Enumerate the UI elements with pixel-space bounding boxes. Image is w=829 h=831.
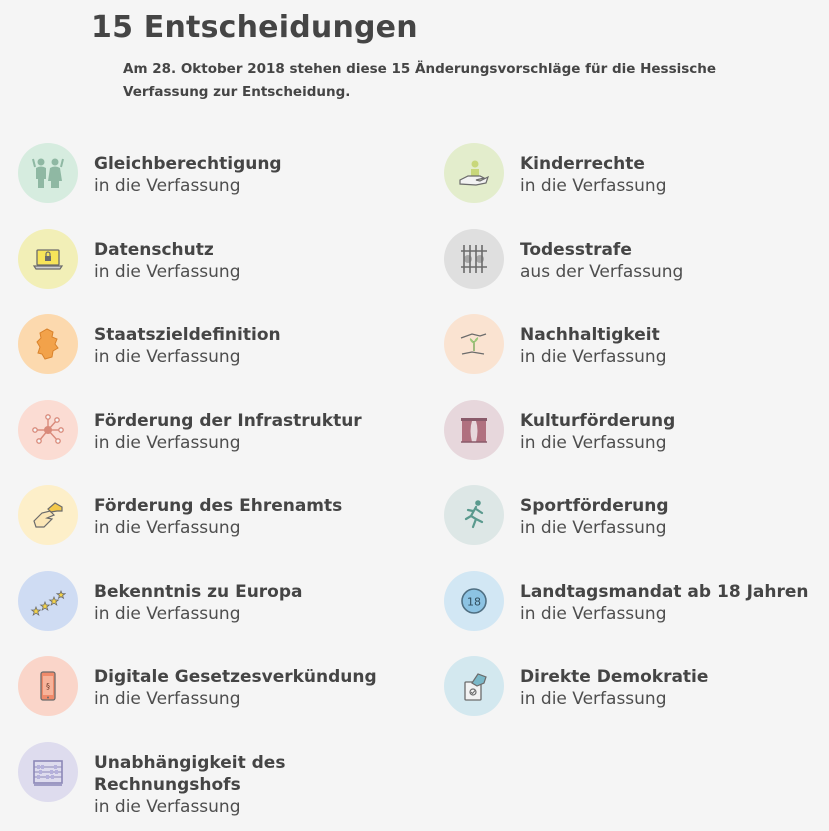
decision-title: Sportförderung bbox=[520, 496, 669, 516]
theater-curtain-icon bbox=[456, 412, 492, 448]
icon-circle bbox=[18, 143, 78, 203]
decision-subtitle: in die Verfassung bbox=[94, 347, 241, 367]
decision-title: Datenschutz bbox=[94, 239, 214, 260]
decision-subtitle: in die Verfassung bbox=[520, 518, 667, 538]
decision-title: Förderung der Infrastruktur bbox=[94, 410, 362, 431]
icon-circle bbox=[444, 400, 504, 460]
decision-title: Kinderrechte bbox=[520, 154, 645, 174]
decision-list-left bbox=[18, 143, 398, 827]
laptop-lock-icon bbox=[30, 241, 66, 277]
decision-subtitle: in die Verfassung bbox=[520, 347, 667, 367]
prison-bars-icon bbox=[456, 241, 492, 277]
child-hand-icon bbox=[456, 155, 492, 191]
decision-title: Direkte Demokratie bbox=[520, 667, 709, 687]
icon-circle bbox=[18, 229, 78, 289]
decision-subtitle: in die Verfassung bbox=[94, 603, 241, 624]
decision-subtitle: in die Verfassung bbox=[520, 603, 667, 624]
decision-title: Kulturförderung bbox=[520, 410, 676, 431]
abacus-icon bbox=[30, 754, 66, 790]
icon-circle bbox=[18, 656, 78, 716]
decision-title: Digitale Gesetzesverkündung bbox=[94, 667, 377, 687]
decision-title: Landtagsmandat ab 18 Jahren bbox=[520, 581, 809, 602]
hands-plant-icon bbox=[456, 326, 492, 362]
page-title: 15 Entscheidungen bbox=[91, 10, 418, 45]
decision-todesstrafe[interactable] bbox=[444, 229, 824, 315]
ballot-icon bbox=[456, 668, 492, 704]
decision-subtitle: in die Verfassung bbox=[94, 432, 241, 453]
decision-title: Förderung des Ehrenamts bbox=[94, 496, 343, 516]
decision-gesetzesverkuendung[interactable] bbox=[18, 656, 398, 742]
decision-title: Gleichberechtigung bbox=[94, 154, 282, 174]
smartphone-law-icon bbox=[30, 668, 66, 704]
decision-title: Staatszieldefinition bbox=[94, 325, 281, 345]
hesse-map-icon bbox=[30, 326, 66, 362]
decision-subtitle: in die Verfassung bbox=[94, 518, 241, 538]
decision-ehrenamt[interactable] bbox=[18, 485, 398, 571]
decision-subtitle: in die Verfassung bbox=[94, 796, 241, 817]
icon-circle bbox=[444, 143, 504, 203]
decision-title: Bekenntnis zu Europa bbox=[94, 581, 303, 602]
svg-text:§: § bbox=[46, 682, 50, 691]
icon-circle bbox=[444, 229, 504, 289]
icon-circle bbox=[444, 485, 504, 545]
decision-rechnungshof[interactable] bbox=[18, 742, 398, 828]
decision-list-right bbox=[444, 143, 824, 742]
age-18-icon bbox=[456, 583, 492, 619]
decision-subtitle: aus der Verfassung bbox=[520, 261, 684, 282]
icon-circle bbox=[18, 571, 78, 631]
couple-icon bbox=[30, 155, 66, 191]
decision-subtitle: in die Verfassung bbox=[94, 261, 241, 282]
decision-title: Todesstrafe bbox=[520, 239, 632, 260]
decision-kulturfoerderung[interactable] bbox=[444, 400, 824, 486]
icon-circle bbox=[18, 742, 78, 802]
decision-subtitle: in die Verfassung bbox=[94, 689, 241, 709]
helping-hands-icon bbox=[30, 497, 66, 533]
age-badge-label: 18 bbox=[467, 595, 481, 608]
decision-title: Nachhaltigkeit bbox=[520, 325, 660, 345]
decision-subtitle: in die Verfassung bbox=[94, 176, 241, 196]
icon-circle bbox=[18, 314, 78, 374]
eu-stars-icon bbox=[30, 583, 66, 619]
icon-circle bbox=[18, 485, 78, 545]
decision-subtitle: in die Verfassung bbox=[520, 432, 667, 453]
runner-icon bbox=[456, 497, 492, 533]
decision-europa[interactable] bbox=[18, 571, 398, 657]
decision-infrastruktur[interactable] bbox=[18, 400, 398, 486]
network-icon bbox=[30, 412, 66, 448]
decision-title: Unabhängigkeit des Rechnungshofs bbox=[94, 752, 286, 795]
decision-staatszieldefinition[interactable] bbox=[18, 314, 398, 400]
decision-sportfoerderung[interactable] bbox=[444, 485, 824, 571]
decision-direkte-demokratie[interactable] bbox=[444, 656, 824, 742]
decision-datenschutz[interactable] bbox=[18, 229, 398, 315]
decision-nachhaltigkeit[interactable] bbox=[444, 314, 824, 400]
icon-circle bbox=[18, 400, 78, 460]
decision-subtitle: in die Verfassung bbox=[520, 689, 667, 709]
decision-subtitle: in die Verfassung bbox=[520, 176, 667, 196]
decision-landtagsmandat[interactable] bbox=[444, 571, 824, 657]
decision-kinderrechte[interactable] bbox=[444, 143, 824, 229]
page-intro: Am 28. Oktober 2018 stehen diese 15 Änderungsvorschläge für die Hessische Verfassung zur Entscheidung. bbox=[123, 61, 717, 100]
decision-gleichberechtigung[interactable] bbox=[18, 143, 398, 229]
icon-circle bbox=[444, 314, 504, 374]
icon-circle bbox=[444, 656, 504, 716]
icon-circle bbox=[444, 571, 504, 631]
